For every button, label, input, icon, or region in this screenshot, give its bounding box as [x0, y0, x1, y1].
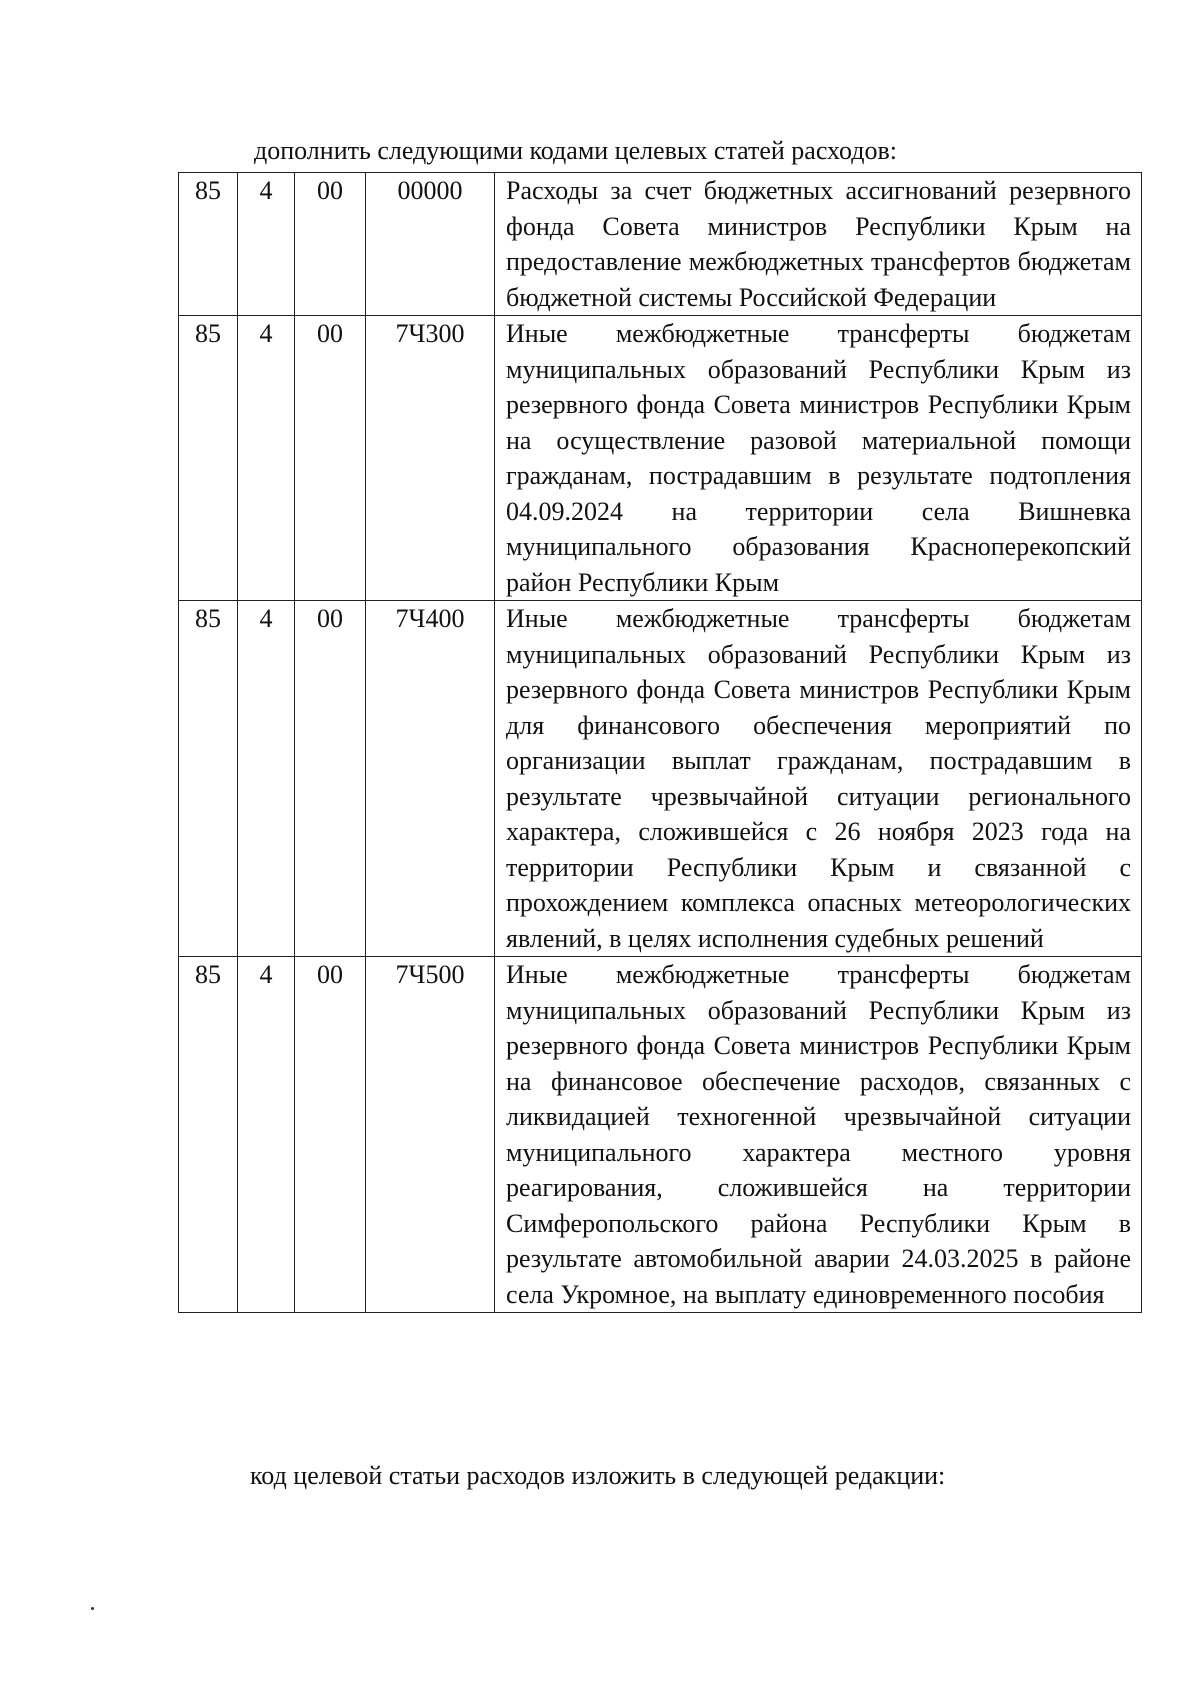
direction-code-cell: 7Ч400: [366, 601, 495, 957]
intro-paragraph: дополнить следующими кодами целевых статей расходов:: [254, 136, 898, 165]
main-event-code-cell: 00: [295, 957, 366, 1313]
main-event-code-cell: 00: [295, 601, 366, 957]
subprogram-code-cell: 4: [238, 957, 295, 1313]
subprogram-code-cell: 4: [238, 316, 295, 601]
description-cell: Иные межбюджетные трансферты бюджетам муниципальных образований Республики Крым из резервного фонда Совета министров Республики Крым для финансового обеспечения мероприятий по организации выплат гражданам, пострадавшим в результате чрезвычайной ситуации регионального характера, сложившейся с 26 ноября 2023 года на территории Республики Крым и связанной с прохождением комплекса опасных метеорологических явлений, в целях исполнения судебных решений: [495, 601, 1142, 957]
program-code-cell: 85: [179, 173, 238, 316]
outro-paragraph: код целевой статьи расходов изложить в следующей редакции:: [250, 1461, 946, 1490]
direction-code-cell: 7Ч500: [366, 957, 495, 1313]
description-cell: Иные межбюджетные трансферты бюджетам муниципальных образований Республики Крым из резервного фонда Совета министров Республики Крым на финансовое обеспечение расходов, связанных с ликвидацией техногенной чрезвычайной ситуации муниципального характера местного уровня реагирования, сложившейся на территории Симферопольского района Республики Крым в результате автомобильной аварии 24.03.2025 в районе села Укромное, на выплату единовременного пособия: [495, 957, 1142, 1313]
description-cell: Расходы за счет бюджетных ассигнований резервного фонда Совета министров Республики Крым на предоставление межбюджетных трансфертов бюджетам бюджетной системы Российской Федерации: [495, 173, 1142, 316]
target-articles-table: [178, 172, 1142, 1313]
subprogram-code-cell: 4: [238, 601, 295, 957]
subprogram-code-cell: 4: [238, 173, 295, 316]
program-code-cell: 85: [179, 316, 238, 601]
direction-code-cell: 00000: [366, 173, 495, 316]
table-row: [179, 957, 1142, 1313]
table-row: [179, 601, 1142, 957]
main-event-code-cell: 00: [295, 173, 366, 316]
table-row: [179, 316, 1142, 601]
description-cell: Иные межбюджетные трансферты бюджетам муниципальных образований Республики Крым из резервного фонда Совета министров Республики Крым на осуществление разовой материальной помощи гражданам, пострадавшим в результате подтопления 04.09.2024 на территории села Вишневка муниципального образования Красноперекопский район Республики Крым: [495, 316, 1142, 601]
direction-code-cell: 7Ч300: [366, 316, 495, 601]
main-event-code-cell: 00: [295, 316, 366, 601]
program-code-cell: 85: [179, 957, 238, 1313]
table-row: [179, 173, 1142, 316]
page-mark: [91, 1607, 94, 1610]
program-code-cell: 85: [179, 601, 238, 957]
